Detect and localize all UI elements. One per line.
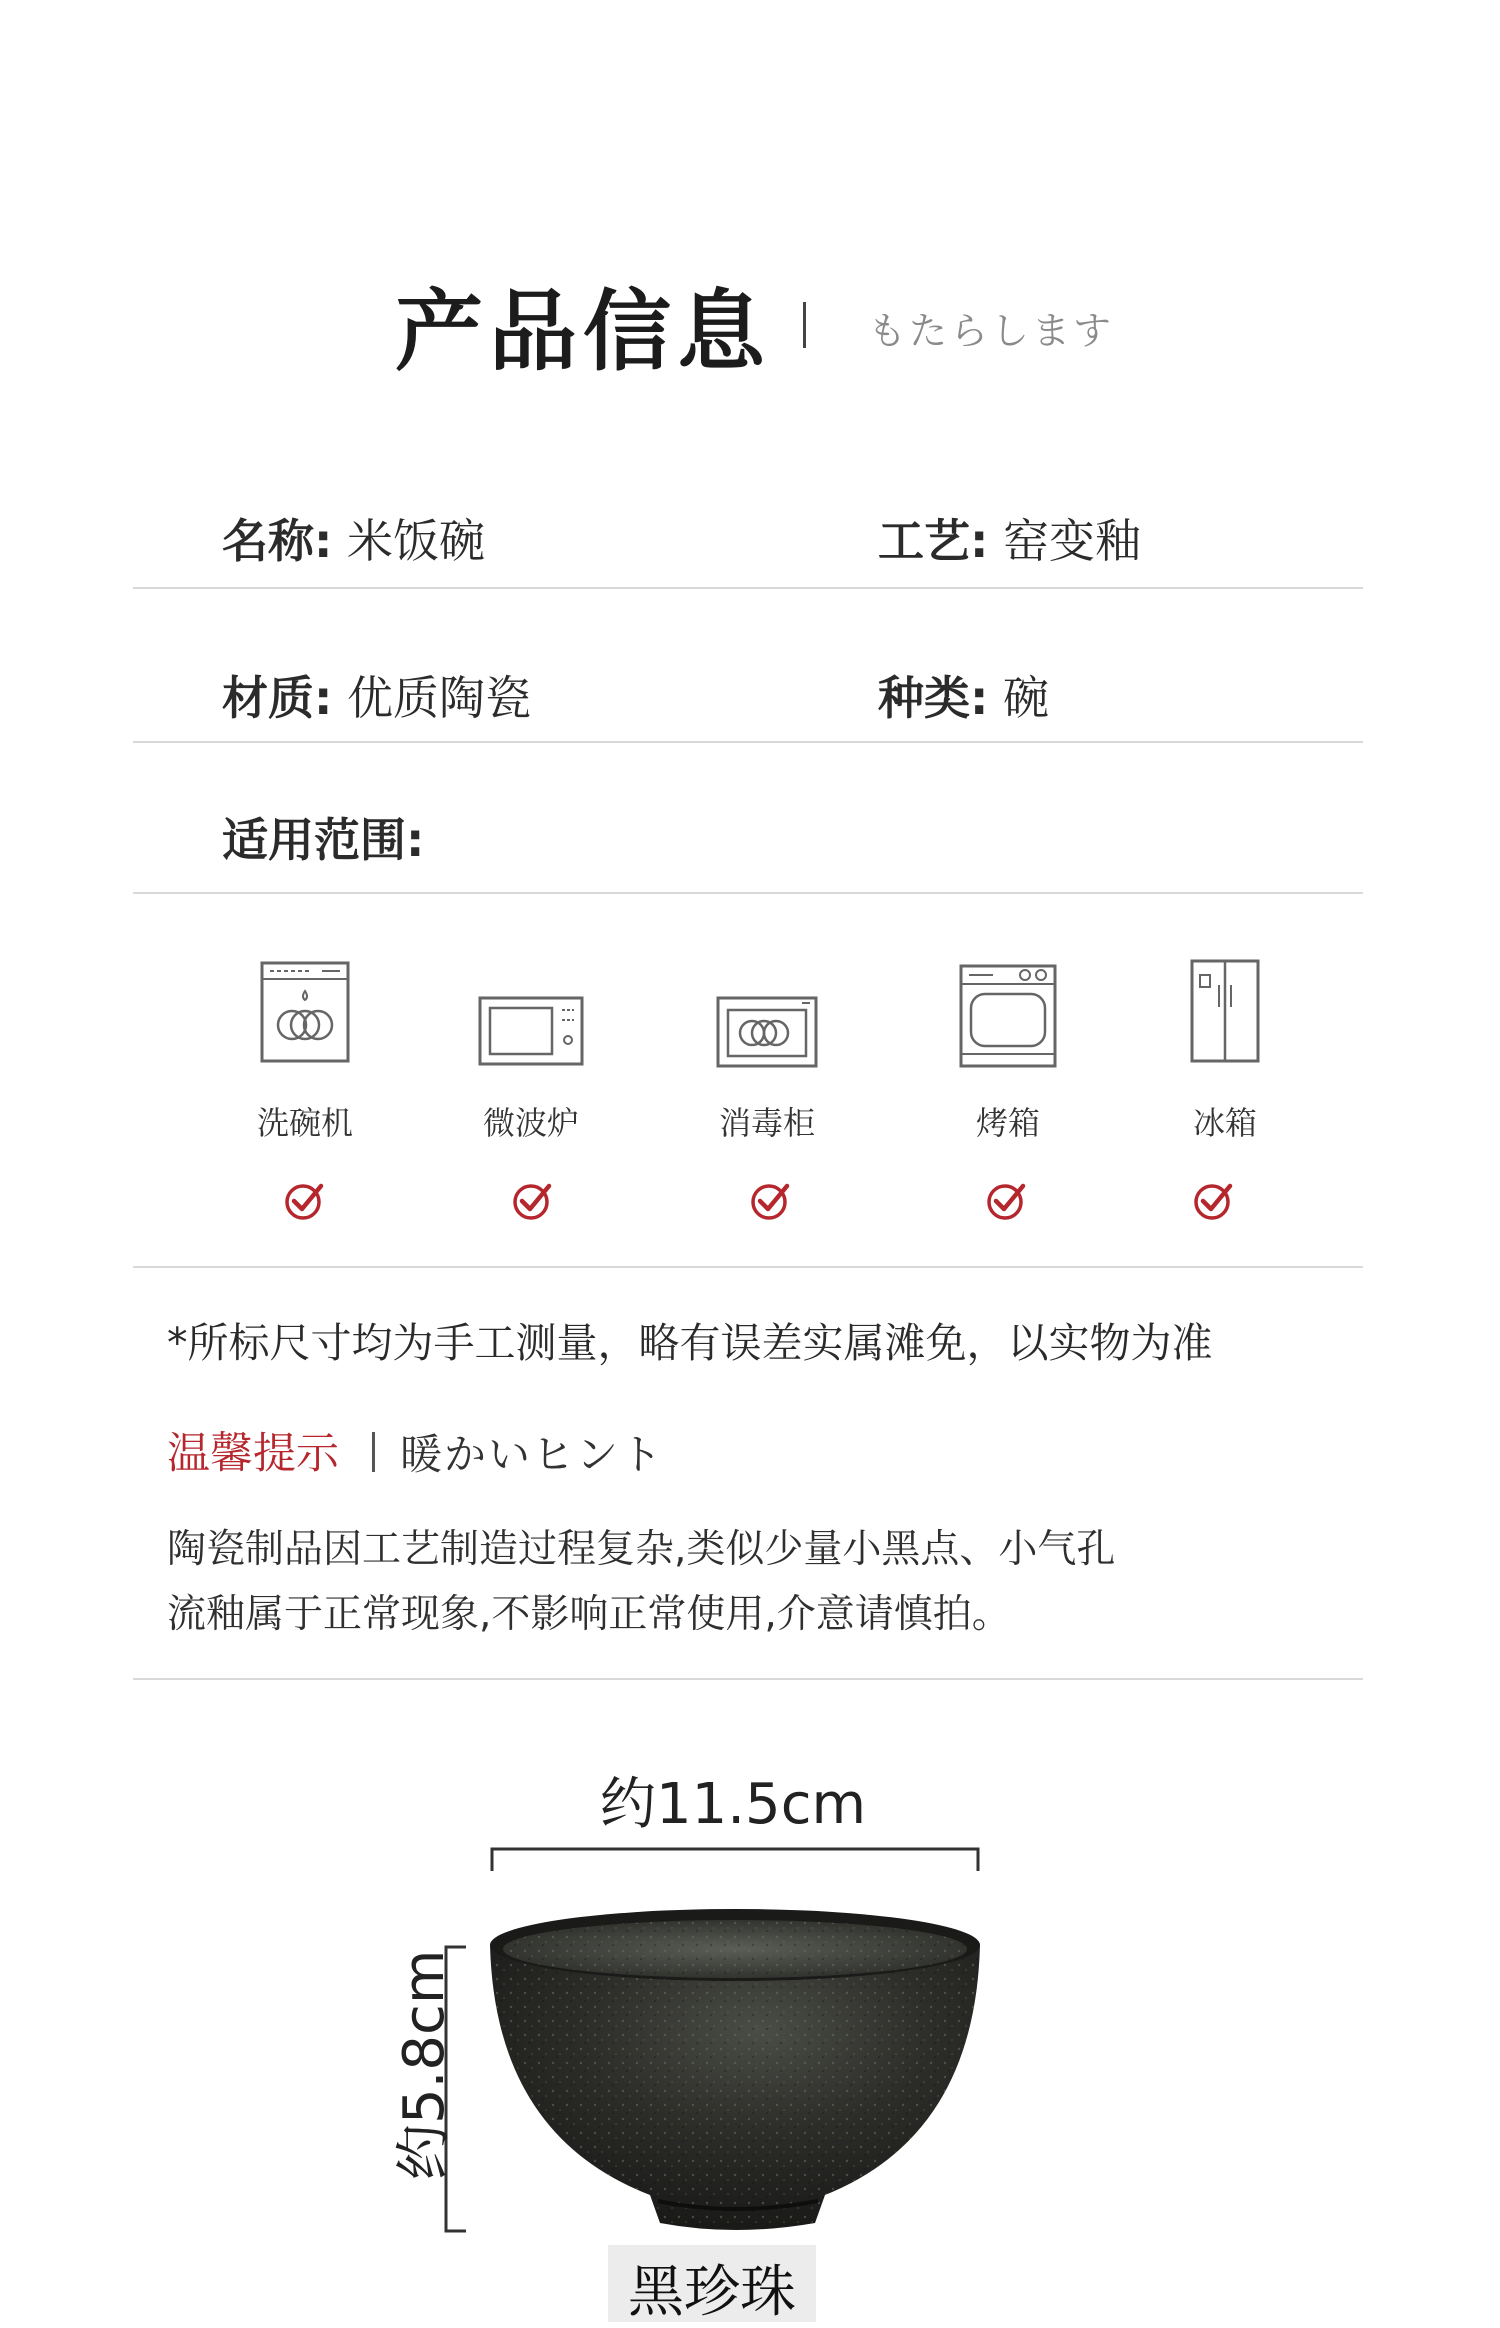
divider <box>133 1266 1363 1268</box>
spec-name-label: 名称: <box>222 514 333 568</box>
title-divider <box>803 302 806 348</box>
check-icon <box>985 1178 1029 1222</box>
page-subtitle: もたらします <box>868 309 1115 353</box>
appliance-label-refrigerator: 冰箱 <box>1192 1104 1257 1142</box>
spec-material-label: 材质: <box>222 671 333 725</box>
tips-text-line2: 流釉属于正常现象,不影响正常使用,介意请慎拍。 <box>167 1592 1011 1637</box>
divider <box>133 1678 1363 1680</box>
appliance-label-dishwasher: 洗碗机 <box>256 1104 353 1142</box>
check-icon <box>1192 1178 1236 1222</box>
divider <box>133 892 1363 894</box>
spec-scope-label: 适用范围: <box>222 813 425 867</box>
spec-type-label: 种类: <box>878 671 989 725</box>
spec-craft-value: 窑变釉 <box>1003 514 1142 568</box>
refrigerator-icon <box>1170 955 1280 1065</box>
spec-scope <box>222 804 424 870</box>
color-variant-name: 黑珍珠 <box>628 2260 796 2325</box>
spec-type-value: 碗 <box>1003 671 1050 725</box>
spec-material-value: 优质陶瓷 <box>347 671 532 725</box>
tips-label: 温馨提示 <box>167 1429 339 1479</box>
sterilizer-cabinet-icon <box>712 975 822 1085</box>
tips-text-line1: 陶瓷制品因工艺制造过程复杂,类似少量小黑点、小气孔 <box>167 1527 1116 1572</box>
appliance-label-oven: 烤箱 <box>975 1104 1040 1142</box>
tips-divider <box>372 1432 375 1472</box>
width-dimension-label: 约11.5cm <box>600 1772 867 1837</box>
spec-name <box>222 505 485 571</box>
appliance-label-sterilizer: 消毒柜 <box>718 1104 815 1142</box>
spec-type <box>878 662 1049 728</box>
divider <box>133 741 1363 743</box>
spec-craft <box>878 505 1141 571</box>
page-title: 产品信息 <box>395 280 772 383</box>
oven-icon <box>953 960 1063 1070</box>
spec-material <box>222 662 531 728</box>
check-icon <box>511 1178 555 1222</box>
spec-craft-label: 工艺: <box>878 514 989 568</box>
divider <box>133 587 1363 589</box>
black-pearl-rice-bowl-image <box>480 1905 990 2245</box>
appliance-label-microwave: 微波炉 <box>482 1104 579 1142</box>
dishwasher-icon <box>250 955 360 1065</box>
height-dimension-label: 约5.8cm <box>392 1949 457 2180</box>
microwave-icon <box>476 975 586 1085</box>
measurement-note: *所标尺寸均为手工测量，略有误差实属滩免，以实物为准 <box>167 1319 1213 1367</box>
check-icon <box>749 1178 793 1222</box>
width-dimension-bracket <box>490 1845 980 1875</box>
check-icon <box>283 1178 327 1222</box>
spec-name-value: 米饭碗 <box>347 514 486 568</box>
tips-subtitle: 暖かいヒント <box>400 1430 665 1479</box>
